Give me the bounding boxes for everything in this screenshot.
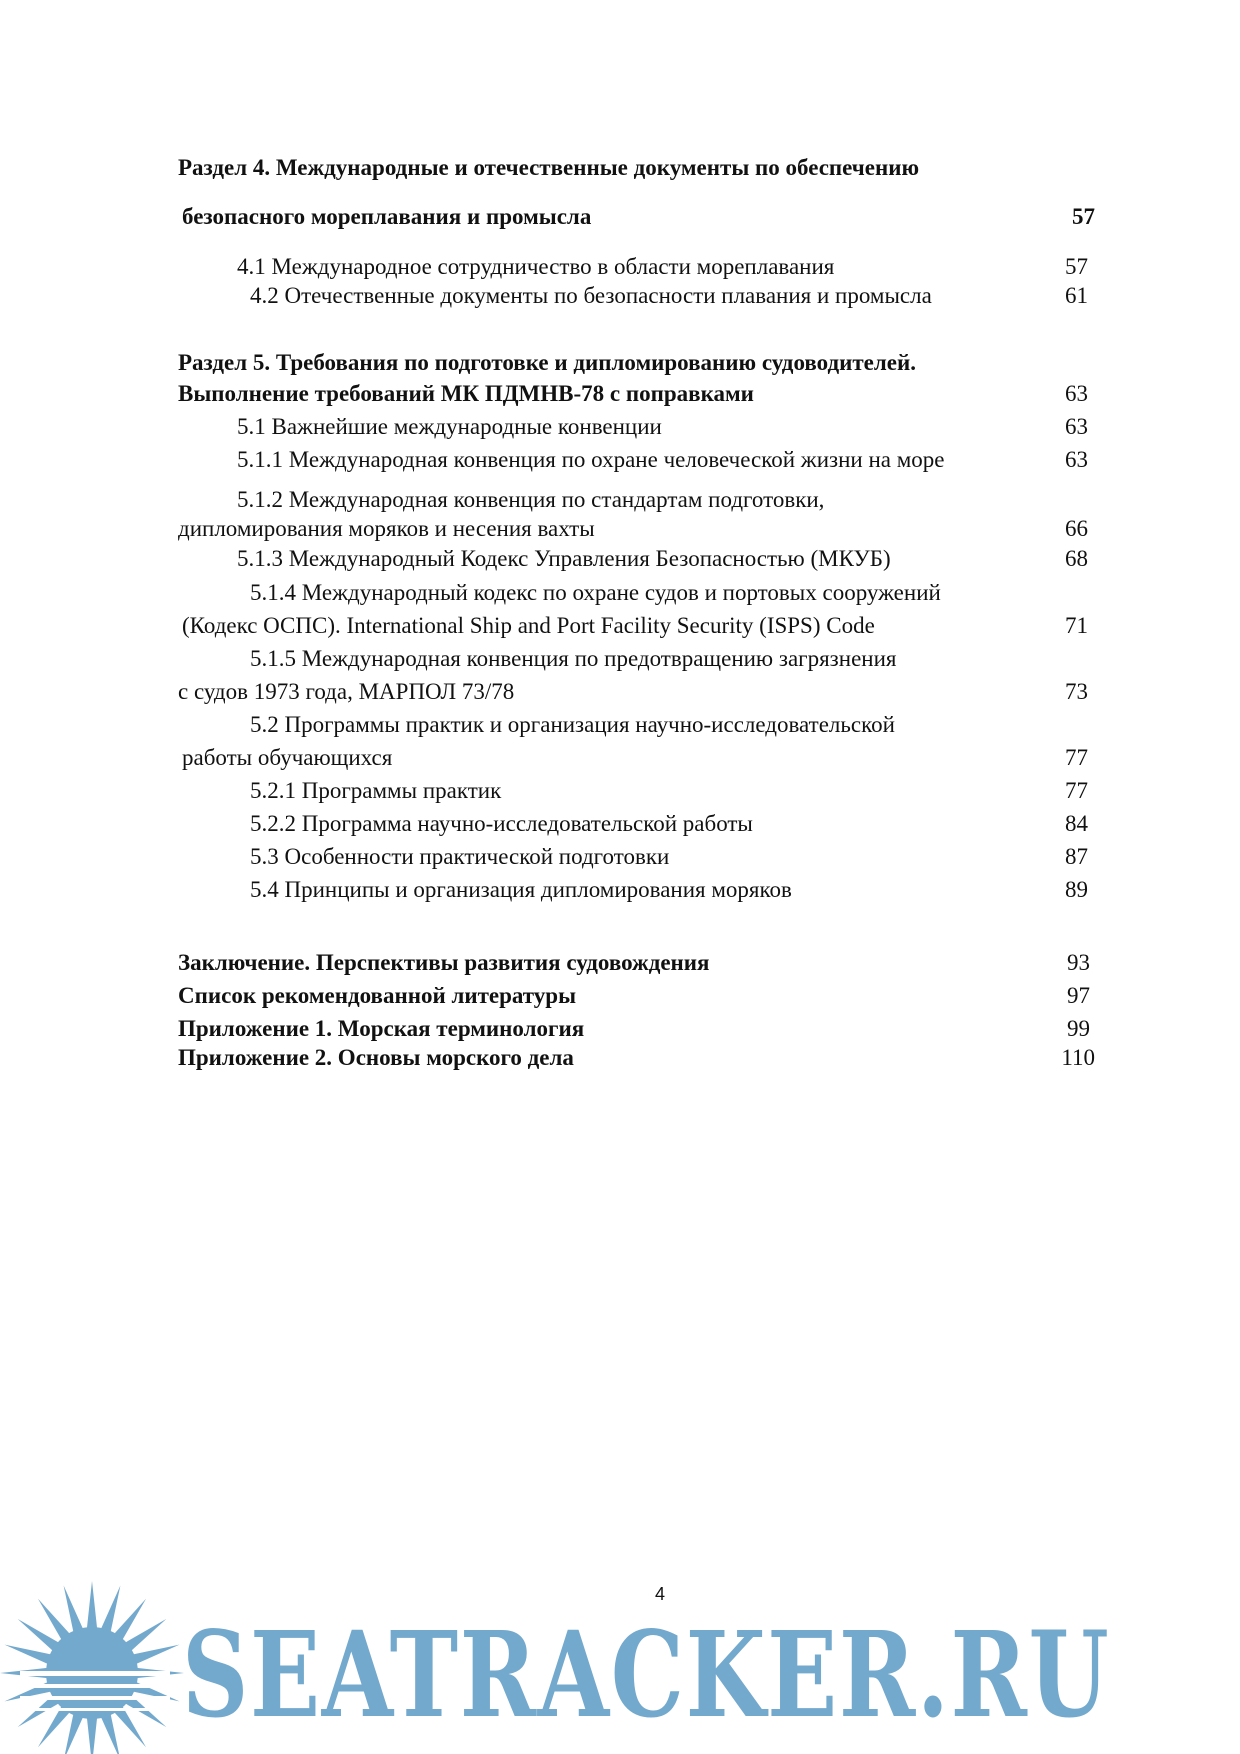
page-number: 4 [655, 1584, 666, 1604]
toc-references-page: 97 [1067, 983, 1090, 1008]
toc-item-5-4-page: 89 [1065, 877, 1088, 902]
toc-item-5-1-3: 5.1.3 Международный Кодекс Управления Безопасностью (МКУБ) [237, 546, 891, 571]
watermark-text: SEATRACKER.RU [182, 1605, 1111, 1744]
toc-item-5-2-line1: 5.2 Программы практик и организация научно-исследовательской [250, 712, 895, 737]
watermark-footer [0, 1548, 1240, 1754]
toc-item-5-1-2-page: 66 [1065, 516, 1088, 541]
section5-page: 63 [1065, 381, 1088, 406]
toc-item-5-2-page: 77 [1065, 745, 1088, 770]
toc-item-5-4: 5.4 Принципы и организация дипломирования моряков [250, 877, 792, 902]
toc-item-5-1-page: 63 [1065, 414, 1088, 439]
sun-logo-icon [0, 1548, 190, 1754]
toc-item-5-2-line2: работы обучающихся [182, 745, 393, 770]
toc-item-4-2: 4.2 Отечественные документы по безопасности плавания и промысла [250, 283, 932, 308]
section4-heading-line2: безопасного мореплавания и промысла [182, 204, 592, 229]
toc-references: Список рекомендованной литературы [178, 983, 577, 1008]
toc-appendix-2: Приложение 2. Основы морского дела [178, 1045, 574, 1070]
toc-item-5-2-1-page: 77 [1065, 778, 1088, 803]
toc-item-5-1-4-page: 71 [1065, 613, 1088, 638]
toc-item-5-1-2-line2: дипломирования моряков и несения вахты [178, 516, 595, 541]
toc-conclusion-page: 93 [1067, 950, 1090, 975]
toc-item-5-2-2: 5.2.2 Программа научно-исследовательской работы [250, 811, 753, 836]
toc-item-5-1: 5.1 Важнейшие международные конвенции [237, 414, 662, 439]
toc-item-5-1-5-page: 73 [1065, 679, 1088, 704]
toc-item-4-1: 4.1 Международное сотрудничество в области мореплавания [237, 254, 835, 279]
section5-heading-line2: Выполнение требований МК ПДМНВ-78 с поправками [178, 381, 754, 406]
section4-heading-line1: Раздел 4. Международные и отечественные документы по обеспечению [178, 155, 920, 180]
toc-item-5-2-1: 5.2.1 Программы практик [250, 778, 502, 803]
toc-item-5-1-1-page: 63 [1065, 447, 1088, 472]
toc-item-5-3-page: 87 [1065, 844, 1088, 869]
toc-appendix-1: Приложение 1. Морская терминология [178, 1016, 585, 1041]
toc-item-4-2-page: 61 [1065, 283, 1088, 308]
toc-item-4-1-page: 57 [1065, 254, 1088, 279]
toc-item-5-2-2-page: 84 [1065, 811, 1088, 836]
toc-conclusion: Заключение. Перспективы развития судовождения [178, 950, 710, 975]
toc-item-5-1-1: 5.1.1 Международная конвенция по охране человеческой жизни на море [237, 447, 945, 472]
toc-appendix-1-page: 99 [1067, 1016, 1090, 1041]
toc-item-5-1-5-line2: с судов 1973 года, МАРПОЛ 73/78 [178, 679, 515, 704]
toc-item-5-1-5-line1: 5.1.5 Международная конвенция по предотвращению загрязнения [250, 646, 897, 671]
toc-item-5-1-2-line1: 5.1.2 Международная конвенция по стандартам подготовки, [237, 487, 825, 512]
toc-item-5-1-3-page: 68 [1065, 546, 1088, 571]
toc-item-5-1-4-line1: 5.1.4 Международный кодекс по охране судов и портовых сооружений [250, 580, 941, 605]
section4-page: 57 [1072, 204, 1095, 229]
toc-appendix-2-page: 110 [1061, 1045, 1095, 1070]
toc-item-5-1-4-line2: (Кодекс ОСПС). International Ship and Port Facility Security (ISPS) Code [182, 613, 875, 638]
toc-item-5-3: 5.3 Особенности практической подготовки [250, 844, 670, 869]
section5-heading-line1: Раздел 5. Требования по подготовке и дипломированию судоводителей. [178, 350, 916, 375]
